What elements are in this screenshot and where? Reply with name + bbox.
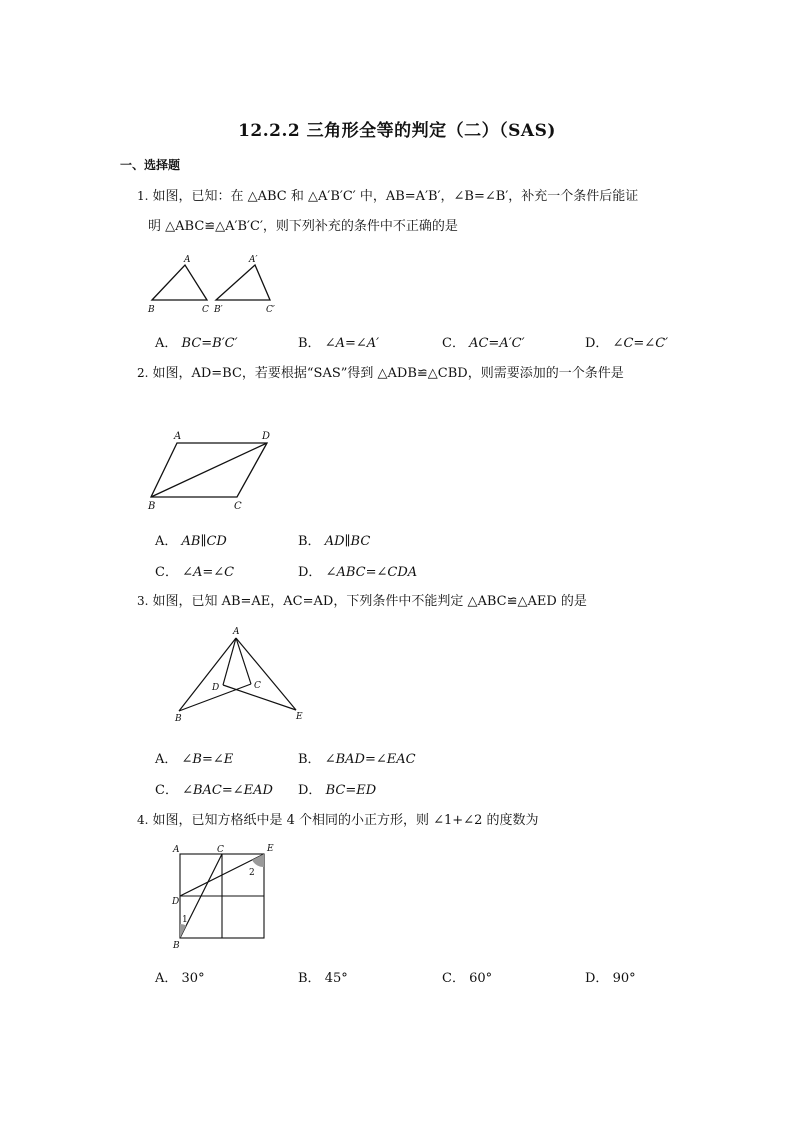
figure-grid-squares: [165, 840, 285, 952]
label-b: B: [173, 941, 180, 951]
option-1a: A． BC=B′C′: [155, 336, 238, 351]
figure-parallelogram: [140, 425, 290, 515]
question-text: 如图，已知：在 △ABC 和 △A′B′C′ 中，AB=A′B′，∠B=∠B′，补充一个条件后能证: [152, 189, 639, 204]
option-2d: D． ∠ABC=∠CDA: [298, 565, 418, 580]
label-c: C: [217, 845, 224, 855]
question-1-line-2: 明 △ABC≌△A′B′C′，则下列补充的条件中不正确的是: [148, 219, 458, 234]
option-3b: B． ∠BAD=∠EAC: [298, 752, 416, 767]
option-1b: B． ∠A=∠A′: [298, 336, 380, 351]
question-text: 如图，已知 AB=AE，AC=AD，下列条件中不能判定 △ABC≌△AED 的是: [152, 594, 587, 609]
label-d: D: [212, 683, 220, 693]
page-title: 12.2.2 三角形全等的判定（二）（SAS): [238, 121, 556, 141]
question-3-line-1: [137, 586, 587, 617]
option-1d: D． ∠C=∠C′: [585, 336, 669, 351]
question-number: 4.: [137, 813, 149, 827]
option-4d: D． 90°: [585, 971, 636, 986]
diagonal-bd: [151, 443, 267, 497]
question-number: 2.: [137, 366, 149, 380]
option-4b: B． 45°: [298, 971, 348, 986]
option-4c: C． 60°: [442, 971, 493, 986]
angle-1-mark: [180, 924, 186, 938]
angle-2-mark: [252, 854, 264, 867]
label-a: A: [184, 255, 191, 265]
label-a-prime: A′: [249, 255, 258, 265]
label-c: C: [202, 305, 209, 315]
option-2b: B． AD∥BC: [298, 534, 371, 549]
label-c-prime: C′: [266, 305, 275, 315]
label-d: D: [262, 431, 271, 442]
label-a: A: [174, 431, 182, 442]
label-e: E: [267, 844, 274, 854]
option-1c: C． AC=A′C′: [442, 336, 525, 351]
question-2-line-1: [137, 358, 624, 389]
label-c: C: [234, 501, 242, 512]
option-2a: A． AB∥CD: [155, 534, 227, 549]
label-e: E: [296, 712, 303, 722]
option-4a: A． 30°: [155, 971, 205, 986]
label-d: D: [172, 897, 180, 907]
figure-two-triangles: [140, 250, 290, 320]
label-b: B: [148, 305, 155, 315]
question-number: 1.: [137, 189, 149, 203]
label-angle-2: 2: [249, 868, 255, 878]
section-heading: 一、选择题: [120, 158, 181, 172]
label-b: B: [148, 501, 156, 512]
option-3c: C． ∠BAC=∠EAD: [155, 783, 273, 798]
option-2c: C． ∠A=∠C: [155, 565, 235, 580]
question-number: 3.: [137, 594, 149, 608]
question-text: 如图，已知方格纸中是 4 个相同的小正方形，则 ∠1+∠2 的度数为: [152, 813, 539, 828]
question-4-line-1: [137, 805, 538, 836]
figure-two-triangles-shared-vertex: [165, 622, 325, 727]
label-a: A: [233, 627, 240, 637]
triangle-abc: [152, 265, 207, 300]
label-b: B: [175, 714, 182, 724]
question-1-line-1: [137, 181, 638, 212]
triangle-a-prime: [216, 265, 270, 300]
label-b-prime: B′: [214, 305, 223, 315]
option-3a: A． ∠B=∠E: [155, 752, 234, 767]
segment-ac: [236, 638, 251, 684]
label-angle-1: 1: [182, 915, 188, 925]
label-a: A: [173, 845, 180, 855]
question-text: 如图，AD=BC，若要根据“SAS”得到 △ADB≌△CBD，则需要添加的一个条件是: [152, 366, 624, 381]
label-c: C: [254, 681, 261, 691]
segment-ad: [223, 638, 236, 685]
option-3d: D． BC=ED: [298, 783, 377, 798]
